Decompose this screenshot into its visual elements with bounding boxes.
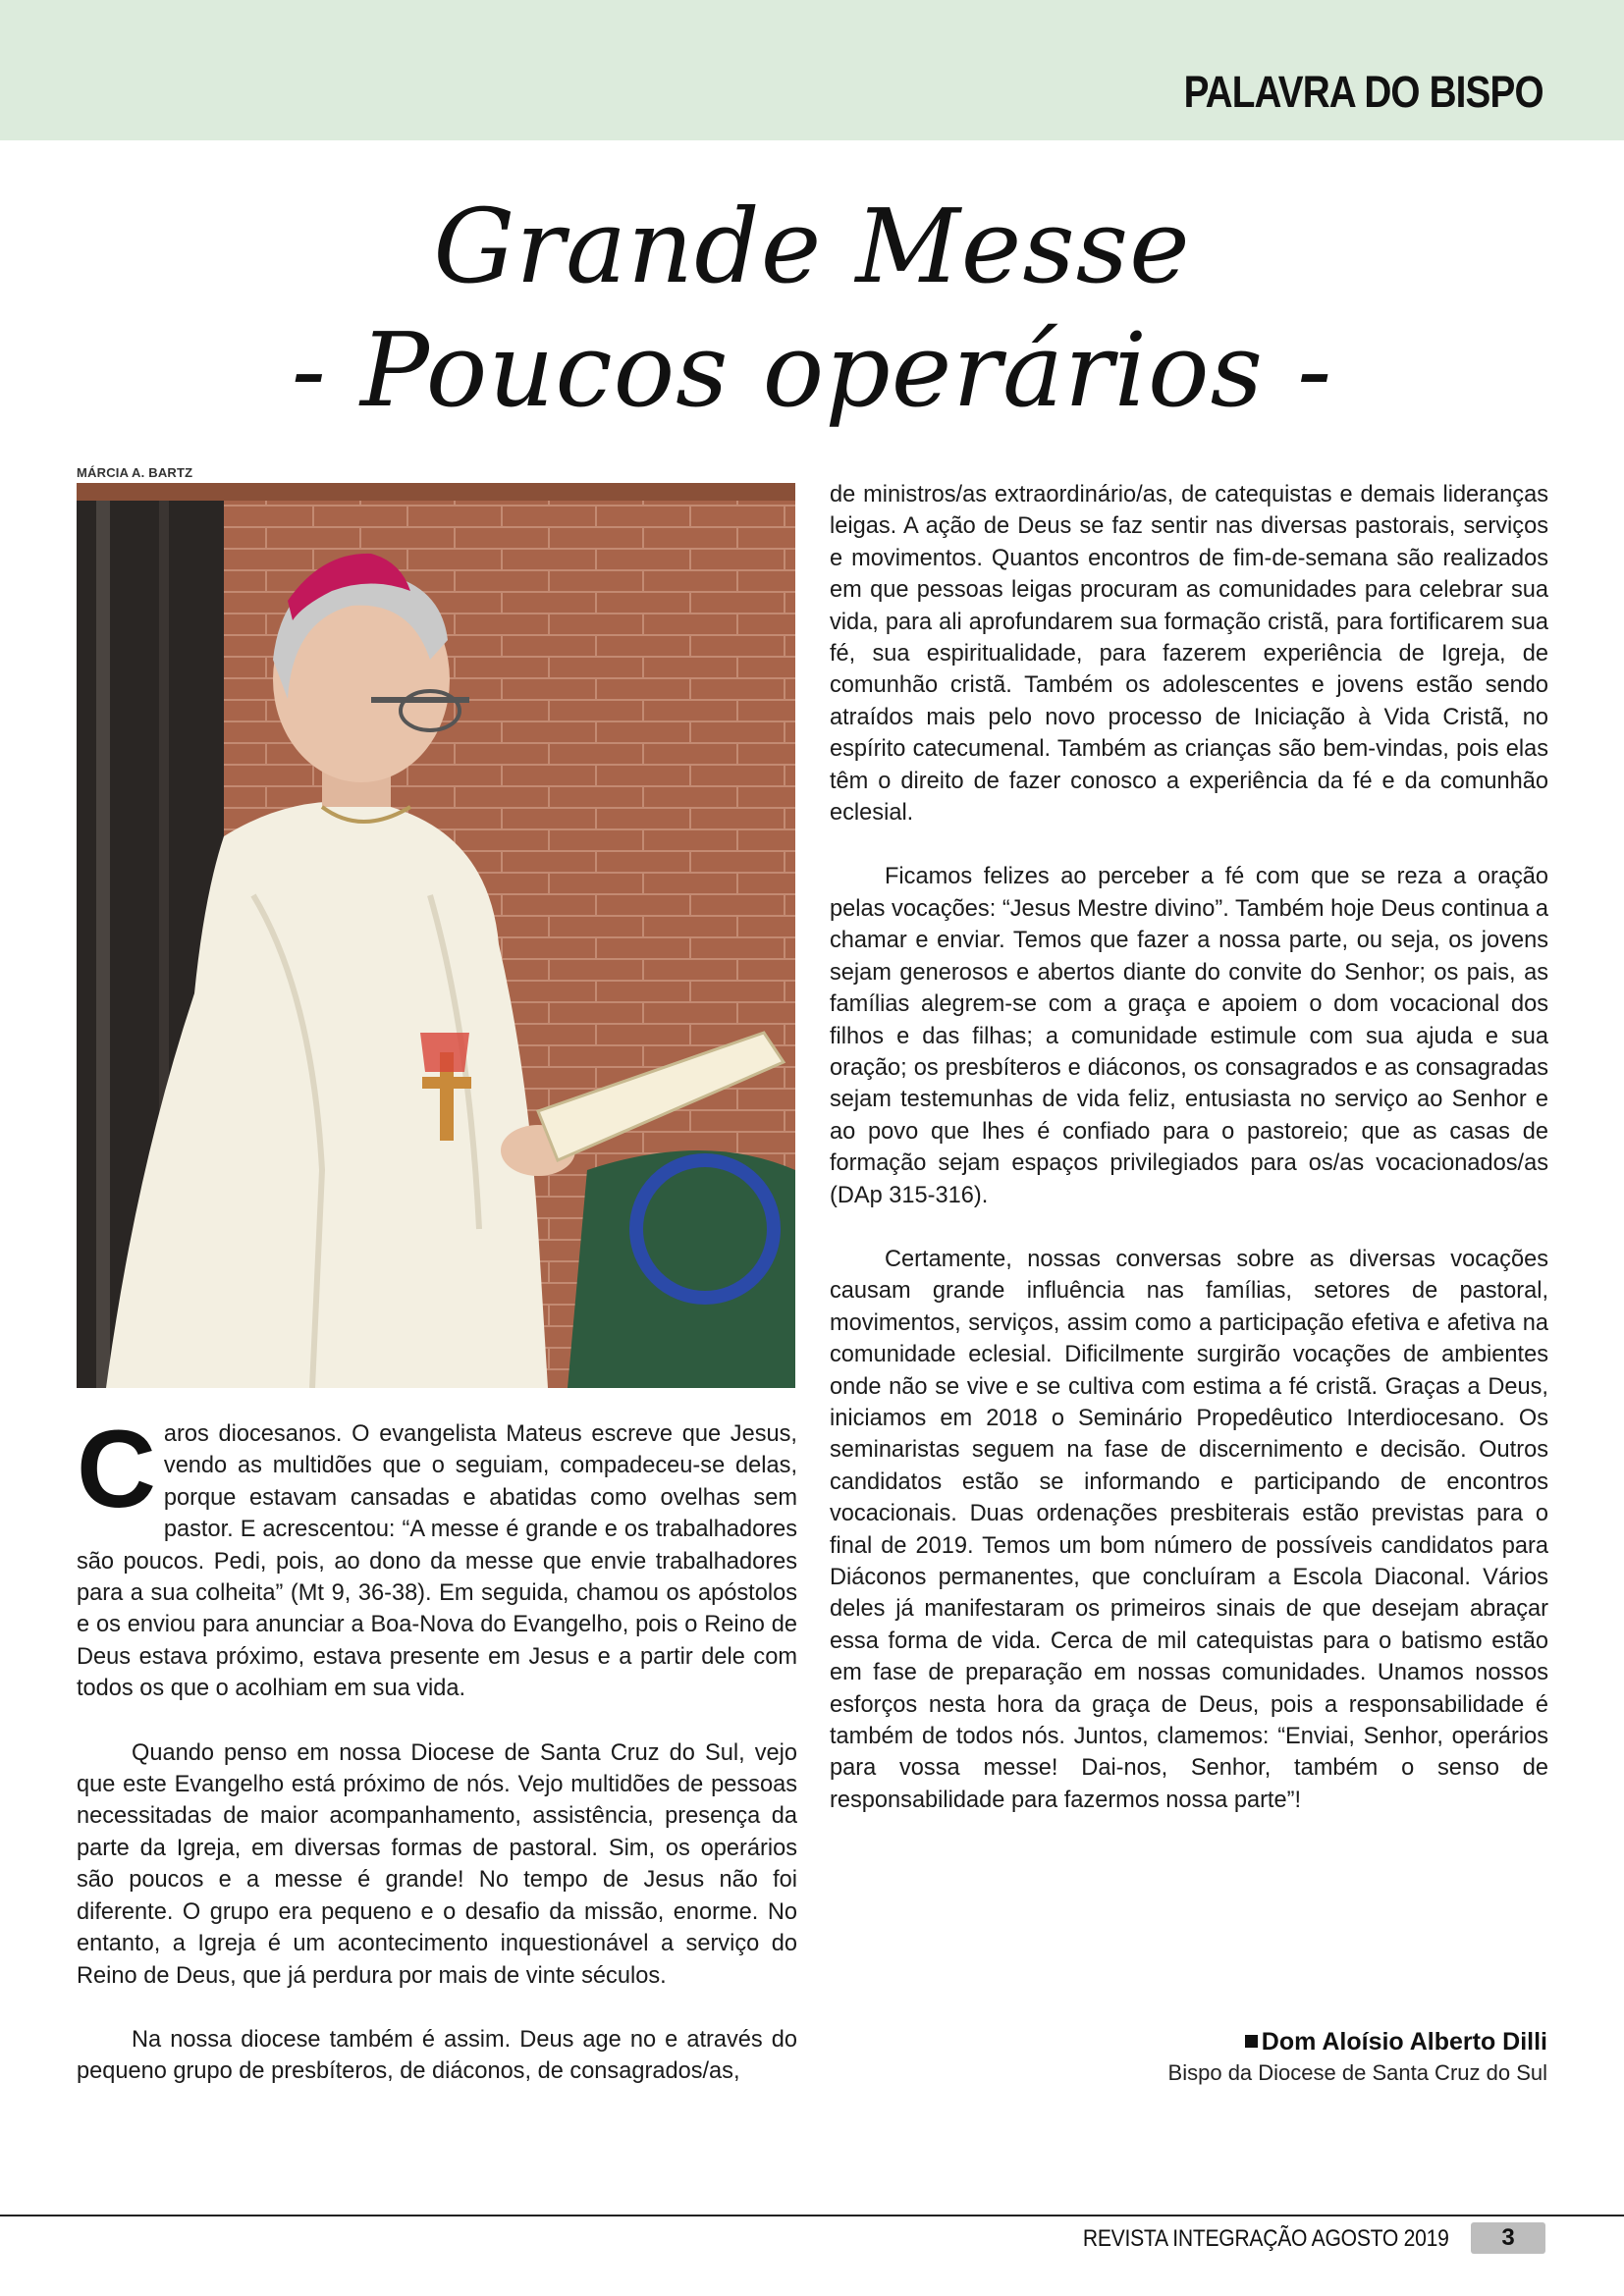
publication-info: REVISTA INTEGRAÇÃO AGOSTO 2019 [1083,2225,1449,2252]
paragraph-4: Ficamos felizes ao perceber a fé com que se reza a oração pelas vocações: “Jesus Mestre divino”. Também hoje Deus continua a chamar e enviar. Temos que fazer a nossa parte, ou seja, os jovens sejam generosos e abertos diante do convite do Senhor; os pais, as famílias alegrem-se com a graça e apoiem o dom vocacional dos filhos e das filhas; a comunidade estimule com sua ajuda e sua oração; os presbíteros e diáconos, os consagrados e as consagradas sejam testemunhas de vida feliz, entusiasta no serviço ao Senhor e ao povo que lhes é confiado para o pastoreio; que as casas de formação sejam espaços privilegiados para os/as vocacionados/as (DAp 315-316). [830,864,1548,1208]
bishop-illustration [77,483,795,1388]
paragraph-gap [77,1992,797,2024]
photo-credit: MÁRCIA A. BARTZ [77,465,193,480]
bullet-icon [1245,2035,1258,2048]
title-line-2: - Poucos operários - [291,310,1333,430]
signature-block [1168,2028,1547,2086]
section-label: PALAVRA DO BISPO [1183,67,1543,117]
drop-cap: C [77,1408,156,1530]
paragraph-3-start: Na nossa diocese também é assim. Deus age no e através do pequeno grupo de presbíteros, de diáconos, de consagrados/as, [77,2026,797,2085]
footer-rule [0,2215,1624,2216]
paragraph-gap [77,1705,797,1737]
paragraph-3-continued: de ministros/as extraordinário/as, de catequistas e demais lideranças leigas. A ação de Deus se faz sentir nas diversas pastorais, serviços e movimentos. Quantos encontros de fim-de-semana são realizados em que pessoas leigas procuram as comunidades para celebrar sua vida, para ali aprofundarem sua formação cristã, para fortificarem sua fé, sua espiritualidade, para fazerem experiência de Igreja, de comunhão cristã. Também os adolescentes e jovens estão sendo atraídos mais pelo novo processo de Iniciação à Vida Cristã, no espírito catecumenal. Também as crianças são bem-vindas, pois elas têm o direito de fazer conosco a experiência da fé e da comunhão eclesial. [830,482,1548,827]
paragraph-gap [830,1211,1548,1244]
article-column-right [830,479,1548,1816]
page-number: 3 [1471,2222,1545,2254]
paragraph-gap [830,828,1548,861]
title-line-1: Grande Messe [433,187,1191,306]
author-role: Bispo da Diocese de Santa Cruz do Sul [1167,2060,1547,2085]
paragraph-2: Quando penso em nossa Diocese de Santa Cruz do Sul, vejo que este Evangelho está próximo de nós. Vejo multidões de pessoas necessitadas de maior acompanhamento, assistência, presença da parte da Igreja, em diversas formas de pastoral. Sim, os operários são poucos e a messe é grande! No tempo de Jesus não foi diferente. O grupo era pequeno e o desafio da missão, enorme. No entanto, a Igreja é um acontecimento inquestionável a serviço do Reino de Deus, que já perdura por mais de vinte séculos. [77,1739,797,1989]
paragraph-5: Certamente, nossas conversas sobre as diversas vocações causam grande influência nas famílias, setores de pastoral, movimentos, serviços, assim como a participação efetiva e afetiva na comunidade eclesial. Dificilmente surgirão vocações de ambientes onde não se vive e se cultiva com estima a fé cristã. Graças a Deus, iniciamos em 2018 o Seminário Propedêutico Interdiocesano. Os seminaristas seguem na fase de discernimento e decisão. Outros candidatos estão se informando e participando de encontros vocacionais. Duas ordenações presbiterais estão previstas para o final de 2019. Temos um bom número de possíveis candidatos para Diáconos permanentes, que concluíram a Escola Diaconal. Vários deles já manifestaram os primeiros sinais de que desejam abraçar essa forma de vida. Cerca de mil catequistas para o batismo estão em fase de preparação em nossas comunidades. Unamos nossos esforços nesta hora da graça de Deus, pois a responsabilidade é também de todos nós. Juntos, clamemos: “Enviai, Senhor, operários para vossa messe! Dai-nos, Senhor, também o senso de responsabilidade para fazermos nossa parte”! [830,1246,1548,1813]
author-name-line [1168,2028,1547,2056]
article-title [0,185,1624,432]
article-column-left [77,1408,797,2088]
paragraph-1-text: aros diocesanos. O evangelista Mateus escreve que Jesus, vendo as multidões que o seguiam, compadeceu-se delas, porque estavam cansadas e abatidas como ovelhas sem pastor. E acrescentou: “A messe é grande e os trabalhadores são poucos. Pedi, pois, ao dono da messe que envie trabalhadores para a sua colheita” (Mt 9, 36-38). Em seguida, chamou os apóstolos e os enviou para anunciar a Boa-Nova do Evangelho, pois o Reino de Deus estava próximo, estava presente em Jesus e a partir dele com todos os que o acolhiam em sua vida. [77,1421,797,1702]
author-name: Dom Aloísio Alberto Dilli [1261,2028,1547,2056]
bishop-photo [77,483,795,1388]
paragraph-1 [77,1408,797,1705]
